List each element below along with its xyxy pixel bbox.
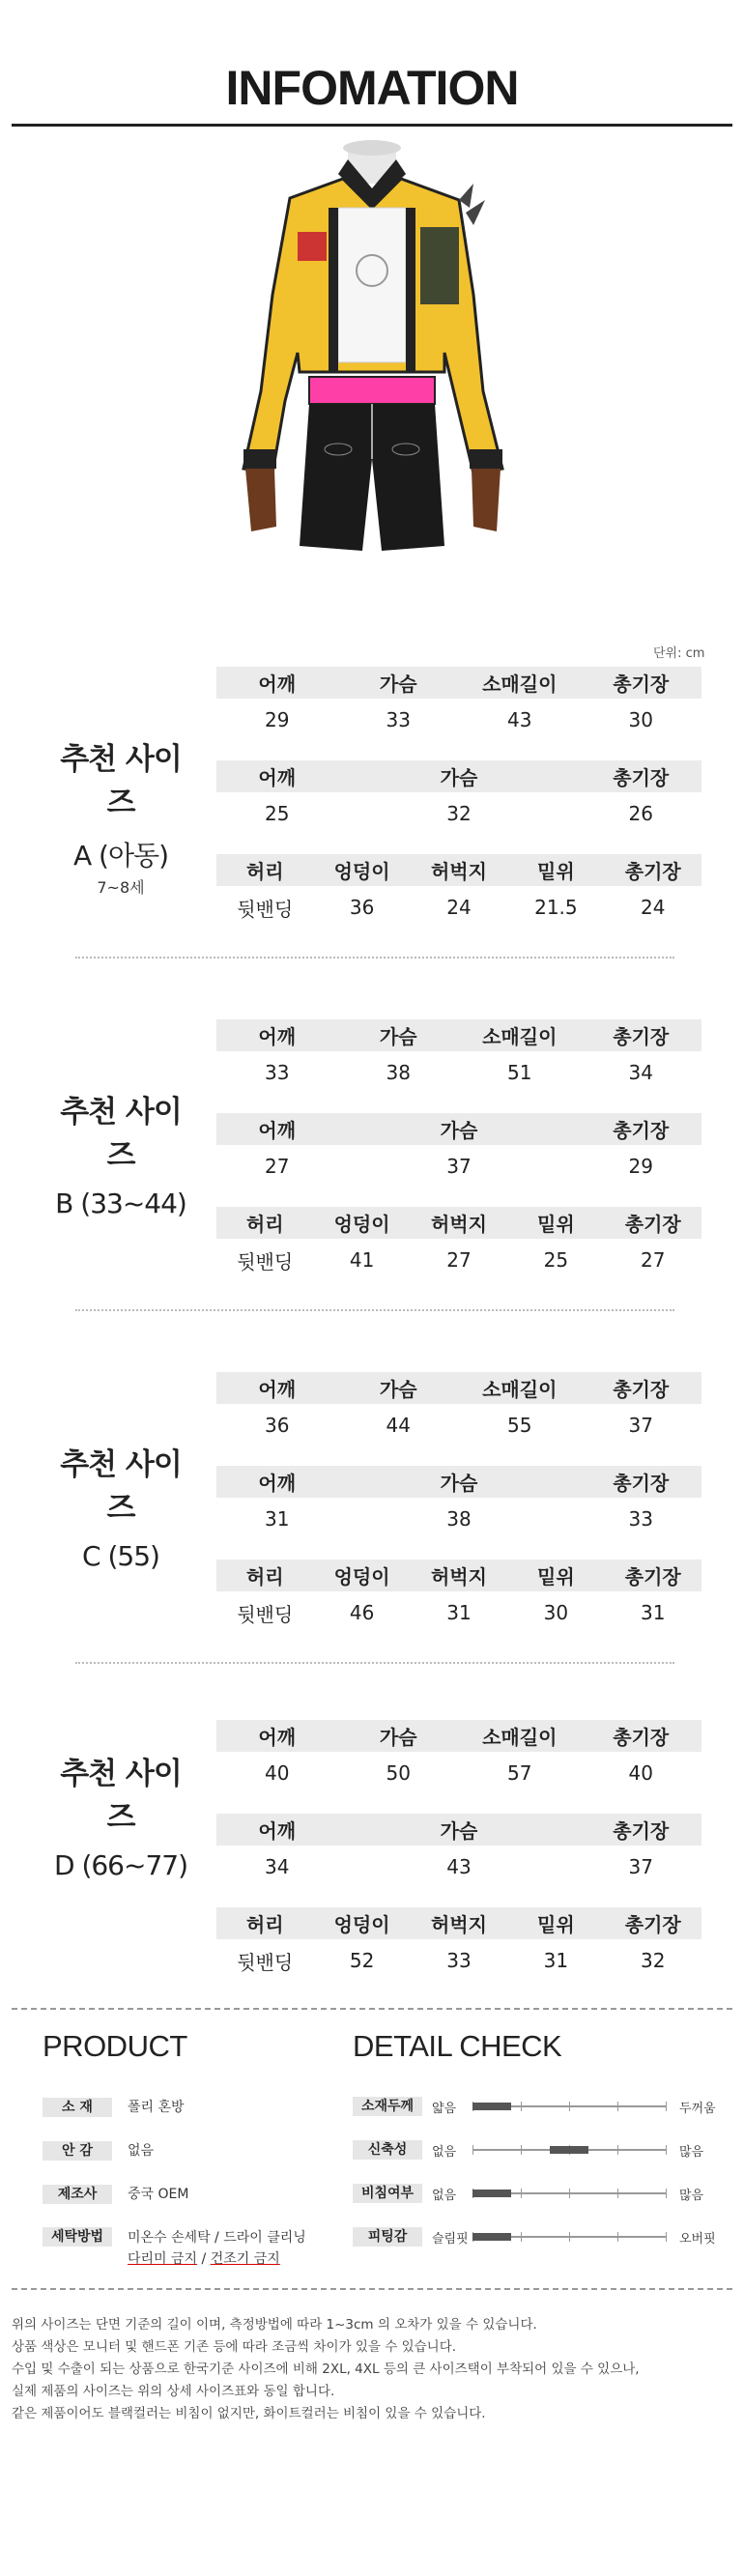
measure-header-cell: 가슴	[440, 1119, 478, 1142]
measure-value-cell: 43	[507, 708, 532, 731]
size-code: C (55)	[82, 1540, 159, 1572]
note-line: 같은 제품이어도 블랙컬러는 비침이 없지만, 화이트컬러는 비침이 있을 수 있습니다.	[12, 2406, 486, 2421]
measure-header-cell: 엉덩이	[333, 860, 390, 883]
measure-header-cell: 허벅지	[430, 1213, 487, 1236]
measure-header-cell: 밑위	[537, 860, 575, 883]
measure-value-cell: 27	[446, 1248, 472, 1272]
size-label	[48, 1087, 193, 1219]
detail-scale-tick	[472, 2145, 473, 2155]
washing-separator: /	[197, 2251, 211, 2267]
measure-value-row	[216, 1498, 701, 1540]
measure-value-cell: 25	[543, 1248, 569, 1272]
measure-header-cell: 총기장	[624, 1913, 681, 1936]
measure-header-cell: 엉덩이	[333, 1565, 390, 1589]
measure-header-cell: 허리	[245, 1213, 284, 1236]
measure-header-cell: 가슴	[379, 1025, 417, 1048]
detail-scale-marker	[472, 2190, 511, 2197]
measure-header-cell: 어깨	[258, 1726, 297, 1749]
measure-table	[216, 1207, 701, 1281]
measure-value-cell: 31	[446, 1601, 472, 1624]
detail-key: 소재두께	[353, 2097, 422, 2116]
note-line: 위의 사이즈는 단면 기준의 길이 이며, 측정방법에 따라 1~3cm 의 오차가 있을 수 있습니다.	[12, 2317, 537, 2333]
measure-header-cell: 엉덩이	[333, 1213, 390, 1236]
size-label-title: 추천 사이즈	[60, 1757, 182, 1835]
size-code: B (33~44)	[55, 1188, 186, 1219]
measure-value-cell: 34	[628, 1061, 653, 1084]
measure-header-row	[216, 1466, 701, 1498]
measure-value-cell: 38	[386, 1061, 411, 1084]
detail-scale-tick	[521, 2189, 522, 2198]
measure-header-cell: 엉덩이	[333, 1913, 390, 1936]
detail-key: 피팅감	[353, 2227, 422, 2247]
detail-high-label: 두꺼움	[679, 2101, 716, 2116]
size-label	[48, 1749, 193, 1881]
measure-value-cell: 31	[265, 1507, 290, 1531]
page-title: INFOMATION	[225, 61, 519, 115]
detail-scale-marker	[472, 2233, 511, 2241]
measure-header-cell: 총기장	[613, 1472, 670, 1495]
measure-table	[216, 854, 701, 929]
detail-low-label: 없음	[432, 2188, 457, 2203]
title-divider	[12, 124, 732, 127]
detail-row	[353, 2227, 716, 2247]
detail-key: 신축성	[353, 2140, 422, 2160]
measure-value-cell: 51	[507, 1061, 532, 1084]
notes	[12, 2314, 732, 2425]
measure-value-cell: 33	[628, 1507, 653, 1531]
measure-value-row	[216, 886, 701, 929]
measure-value-cell: 24	[641, 896, 666, 919]
measure-value-row	[216, 1404, 701, 1446]
detail-row	[353, 2097, 716, 2116]
measure-value-row	[216, 1051, 701, 1094]
measure-value-row	[216, 1752, 701, 1794]
detail-scale-tick	[521, 2102, 522, 2111]
measure-value-cell: 36	[349, 896, 375, 919]
measure-value-cell: 뒷밴딩	[237, 897, 294, 921]
measure-header-cell: 허벅지	[430, 1913, 487, 1936]
measure-value-cell: 29	[265, 708, 290, 731]
measure-header-cell: 소매길이	[482, 1025, 558, 1048]
measure-value-cell: 50	[386, 1761, 411, 1785]
measure-header-cell: 허벅지	[430, 1565, 487, 1589]
detail-scale-tick	[521, 2232, 522, 2242]
measure-header-row	[216, 667, 701, 699]
unit-label: 단위: cm	[653, 646, 705, 661]
measure-value-cell: 30	[543, 1601, 569, 1624]
measure-header-row	[216, 1372, 701, 1404]
size-divider	[75, 1309, 674, 1311]
detail-low-label: 없음	[432, 2144, 457, 2160]
measure-value-cell: 26	[628, 802, 653, 825]
measure-value-cell: 31	[543, 1949, 569, 1972]
detail-low-label: 얇음	[432, 2101, 457, 2116]
detail-high-label: 오버핏	[679, 2231, 716, 2247]
washing-line-2	[128, 2248, 306, 2270]
measure-value-cell: 41	[349, 1248, 375, 1272]
measure-value-cell: 25	[265, 802, 290, 825]
measure-header-row	[216, 1207, 701, 1239]
measure-header-cell: 가슴	[379, 1378, 417, 1401]
note-line: 상품 색상은 모니터 및 핸드폰 기존 등에 따라 조금씩 차이가 있을 수 있습니다.	[12, 2339, 457, 2355]
measure-header-cell: 어깨	[258, 766, 297, 789]
detail-row	[353, 2184, 703, 2203]
washing-no-iron: 다리미 금지	[128, 2251, 198, 2267]
detail-scale-tick	[666, 2189, 667, 2198]
measure-header-cell: 어깨	[258, 1378, 297, 1401]
note-line: 수입 및 수출이 되는 상품으로 한국기준 사이즈에 비해 2XL, 4XL 등의 큰 사이즈택이 부착되어 있을 수 있으나,	[12, 2361, 640, 2377]
measure-header-cell: 밑위	[537, 1913, 575, 1936]
measure-value-cell: 37	[446, 1155, 472, 1178]
size-label-title: 추천 사이즈	[60, 1095, 182, 1173]
measure-header-row	[216, 1720, 701, 1752]
measure-header-cell: 어깨	[258, 1472, 297, 1495]
measure-value-cell: 뒷밴딩	[237, 1950, 294, 1974]
product-value: 폴리 혼방	[128, 2100, 185, 2115]
measure-header-cell: 총기장	[613, 766, 670, 789]
info-divider-top	[12, 2008, 732, 2010]
measure-table	[216, 1720, 701, 1794]
measure-header-row	[216, 854, 701, 886]
measure-value-cell: 29	[628, 1155, 653, 1178]
product-row-maker	[43, 2184, 188, 2205]
detail-high-label: 많음	[679, 2188, 704, 2203]
measure-value-cell: 32	[446, 802, 472, 825]
measure-header-cell: 총기장	[624, 860, 681, 883]
measure-header-cell: 가슴	[440, 1819, 478, 1843]
detail-key: 비침여부	[353, 2184, 422, 2203]
measure-header-cell: 밑위	[537, 1213, 575, 1236]
measure-header-row	[216, 1907, 701, 1939]
detail-scale-marker	[550, 2146, 588, 2154]
measure-value-cell: 46	[349, 1601, 375, 1624]
measure-header-cell: 총기장	[624, 1213, 681, 1236]
measure-value-row	[216, 699, 701, 741]
measure-header-cell: 총기장	[613, 1025, 670, 1048]
measure-value-cell: 37	[628, 1855, 653, 1878]
info-divider-bottom	[12, 2288, 732, 2290]
measure-value-cell: 55	[507, 1414, 532, 1437]
measure-header-cell: 가슴	[379, 673, 417, 696]
detail-scale	[472, 2144, 666, 2156]
measure-table	[216, 1466, 701, 1540]
measure-header-cell: 총기장	[613, 1119, 670, 1142]
measure-value-cell: 40	[265, 1761, 290, 1785]
product-value	[128, 2227, 306, 2270]
detail-scale-tick	[569, 2189, 570, 2198]
measure-header-cell: 소매길이	[482, 1726, 558, 1749]
measure-header-cell: 허리	[245, 860, 284, 883]
measure-header-cell: 가슴	[379, 1726, 417, 1749]
measure-header-row	[216, 1560, 701, 1591]
measure-table	[216, 760, 701, 835]
measure-header-cell: 허리	[245, 1565, 284, 1589]
detail-scale	[472, 2188, 666, 2199]
measure-value-row	[216, 792, 701, 835]
measure-header-cell: 가슴	[440, 766, 478, 789]
product-key: 소 재	[43, 2098, 112, 2117]
product-key: 세탁방법	[43, 2227, 112, 2247]
product-key: 제조사	[43, 2185, 112, 2204]
measure-header-row	[216, 1019, 701, 1051]
measure-value-cell: 27	[641, 1248, 666, 1272]
measure-value-cell: 37	[628, 1414, 653, 1437]
product-row-washing	[43, 2227, 306, 2270]
product-key: 안 감	[43, 2141, 112, 2161]
measure-header-row	[216, 1113, 701, 1145]
detail-scale-marker	[472, 2103, 511, 2110]
measure-value-cell: 24	[446, 896, 472, 919]
measure-value-cell: 30	[628, 708, 653, 731]
detail-scale-tick	[569, 2102, 570, 2111]
product-value: 중국 OEM	[128, 2187, 189, 2202]
detail-high-label: 많음	[679, 2144, 704, 2160]
measure-value-row	[216, 1591, 701, 1634]
measure-value-row	[216, 1939, 701, 1982]
size-label-title: 추천 사이즈	[60, 1447, 182, 1526]
measure-header-cell: 어깨	[258, 1119, 297, 1142]
size-code: A (아동)	[73, 840, 168, 872]
product-row-material	[43, 2097, 185, 2118]
measure-table	[216, 1019, 701, 1094]
product-title: PRODUCT	[43, 2029, 187, 2063]
measure-table	[216, 1560, 701, 1634]
measure-header-cell: 밑위	[537, 1565, 575, 1589]
detail-scale-tick	[617, 2189, 618, 2198]
detail-title: DETAIL CHECK	[353, 2029, 562, 2063]
measure-header-cell: 총기장	[624, 1565, 681, 1589]
measure-header-cell: 어깨	[258, 673, 297, 696]
measure-value-cell: 33	[386, 708, 411, 731]
measure-value-row	[216, 1145, 701, 1188]
washing-line-1: 미온수 손세탁 / 드라이 클리닝	[128, 2230, 306, 2246]
measure-header-cell: 가슴	[440, 1472, 478, 1495]
measure-header-cell: 총기장	[613, 1819, 670, 1843]
measure-header-cell: 총기장	[613, 1378, 670, 1401]
detail-row	[353, 2140, 703, 2160]
measure-value-cell: 43	[446, 1855, 472, 1878]
measure-value-cell: 뒷밴딩	[237, 1249, 294, 1274]
detail-scale-tick	[666, 2232, 667, 2242]
measure-table	[216, 1907, 701, 1982]
measure-header-cell: 허벅지	[430, 860, 487, 883]
washing-no-dryer: 건조기 금지	[210, 2251, 280, 2267]
measure-value-cell: 40	[628, 1761, 653, 1785]
measure-value-cell: 31	[641, 1601, 666, 1624]
measure-value-cell: 21.5	[534, 896, 578, 919]
measure-header-cell: 허리	[245, 1913, 284, 1936]
measure-value-cell: 36	[265, 1414, 290, 1437]
measure-table	[216, 1113, 701, 1188]
measure-header-cell: 소매길이	[482, 1378, 558, 1401]
measure-value-cell: 33	[446, 1949, 472, 1972]
detail-scale-tick	[617, 2102, 618, 2111]
measure-value-row	[216, 1239, 701, 1281]
measure-table	[216, 667, 701, 741]
size-divider	[75, 1662, 674, 1664]
note-line: 실제 제품의 사이즈는 위의 상세 사이즈표와 동일 합니다.	[12, 2384, 335, 2399]
measure-table	[216, 1372, 701, 1446]
size-age: 7~8세	[97, 878, 145, 897]
product-row-lining	[43, 2140, 154, 2161]
product-value: 없음	[128, 2143, 155, 2159]
detail-scale-tick	[569, 2232, 570, 2242]
measure-value-row	[216, 1846, 701, 1888]
measure-value-cell: 27	[265, 1155, 290, 1178]
measure-value-cell: 57	[507, 1761, 532, 1785]
measure-table	[216, 1814, 701, 1888]
detail-scale	[472, 2101, 666, 2112]
detail-scale-tick	[617, 2145, 618, 2155]
measure-header-cell: 총기장	[613, 1726, 670, 1749]
size-code: D (66~77)	[53, 1849, 188, 1881]
detail-scale-tick	[617, 2232, 618, 2242]
measure-header-cell: 총기장	[613, 673, 670, 696]
product-photo	[184, 140, 560, 623]
size-divider	[75, 957, 674, 959]
measure-header-cell: 소매길이	[482, 673, 558, 696]
measure-header-cell: 어깨	[258, 1025, 297, 1048]
size-label	[48, 1440, 193, 1572]
detail-scale	[472, 2231, 666, 2243]
detail-scale-tick	[666, 2145, 667, 2155]
detail-low-label: 슬림핏	[432, 2231, 469, 2247]
measure-header-cell: 어깨	[258, 1819, 297, 1843]
measure-value-cell: 44	[386, 1414, 411, 1437]
detail-scale-tick	[521, 2145, 522, 2155]
measure-value-cell: 34	[265, 1855, 290, 1878]
measure-header-row	[216, 760, 701, 792]
measure-value-cell: 52	[349, 1949, 375, 1972]
measure-value-cell: 38	[446, 1507, 472, 1531]
size-label	[48, 734, 193, 898]
detail-scale-tick	[666, 2102, 667, 2111]
measure-value-cell: 33	[265, 1061, 290, 1084]
measure-value-cell: 32	[641, 1949, 666, 1972]
measure-value-cell: 뒷밴딩	[237, 1602, 294, 1626]
size-label-title: 추천 사이즈	[60, 742, 182, 820]
measure-header-row	[216, 1814, 701, 1846]
